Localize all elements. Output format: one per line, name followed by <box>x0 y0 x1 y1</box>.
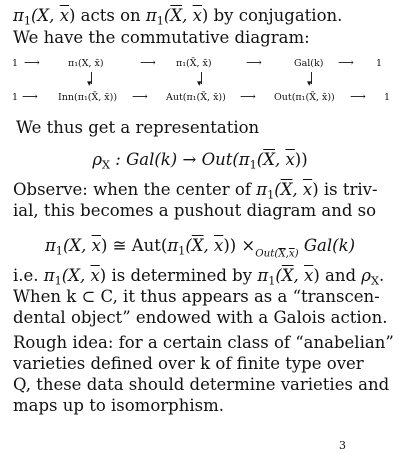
text-line-10: dental object” endowed with a Galois action. <box>13 308 388 327</box>
diag-top-gal: Gal(k) <box>294 58 324 69</box>
arrow-right-icon: ⟶ <box>338 56 354 69</box>
arrow-right-icon: ⟶ <box>22 90 38 103</box>
diag-bottom-out: Out(π₁(X̄, x̄)) <box>274 92 335 103</box>
text-line-2: We have the commutative diagram: <box>13 28 310 47</box>
diag-top-pi1bar: π₁(X̄, x̄) <box>176 58 212 69</box>
text-line-14: maps up to isomorphism. <box>13 396 224 415</box>
text-line-8: i.e. $\pi_1(X$, $\overline{x}$) is determined by $\pi_1(\overline{X}$, $\overline{x}$) and $\rho_X$. <box>13 266 385 288</box>
arrow-right-icon: ⟶ <box>240 90 256 103</box>
formula-representation: $\rho_X$ : $Gal(k) \to Out(\pi_1(\overline{X}$, $\overline{x}$)) <box>92 150 308 172</box>
diag-top-1: 1 <box>12 58 19 69</box>
text-line-6: ial, this becomes a pushout diagram and so <box>13 201 377 220</box>
arrow-right-icon: ⟶ <box>350 90 366 103</box>
text-line-12: varieties defined over k of finite type over <box>13 354 364 373</box>
diag-bottom-inn: Inn(π₁(X̄, x̄)) <box>58 92 118 103</box>
diag-bottom-1b: 1 <box>384 92 391 103</box>
text-line-13: Q, these data should determine varieties and <box>13 375 390 394</box>
diag-top-pi1: π₁(X, x̄) <box>68 58 104 69</box>
diag-bottom-aut: Aut(π₁(X̄, x̄)) <box>166 92 226 103</box>
text-line-11: Rough idea: for a certain class of “anabelian” <box>13 333 394 352</box>
arrow-right-icon: ⟶ <box>140 56 156 69</box>
text-line-1: $\pi_1(X$, $\overline{x}$) acts on $\pi_1(\overline{X}$, $\overline{x}$) by conjugation. <box>13 6 343 28</box>
text-line-5: Observe: when the center of $\pi_1(\overline{X}$, $\overline{x}$) is triv- <box>13 180 378 202</box>
text-line-3: We thus get a representation <box>16 118 260 137</box>
diag-top-1b: 1 <box>376 58 383 69</box>
arrow-right-icon: ⟶ <box>246 56 262 69</box>
text-line-9: When k ⊂ C, it thus appears as a “transcen- <box>13 287 380 306</box>
arrow-right-icon: ⟶ <box>132 90 148 103</box>
diag-bottom-1: 1 <box>12 92 19 103</box>
commutative-diagram: 1 ⟶ π₁(X, x̄) ⟶ π₁(X̄, x̄) ⟶ Gal(k) ⟶ 1 ▾ ▾ ▾ 1 ⟶ Inn(π₁(X̄, x̄)) ⟶ Aut(π₁(X̄, x̄)) ⟶ Out(π₁(X̄, x̄)) ⟶ 1 <box>12 56 391 103</box>
arrow-right-icon: ⟶ <box>24 56 40 69</box>
formula-pushout: $\pi_1(X$, $\overline{x}$) ≅ $Aut(\pi_1(\overline{X}$, $\overline{x})) \times_{Out(\overline{X},\overline{x})}$ Gal(k) <box>44 236 356 260</box>
page-number: 3 <box>339 439 346 452</box>
